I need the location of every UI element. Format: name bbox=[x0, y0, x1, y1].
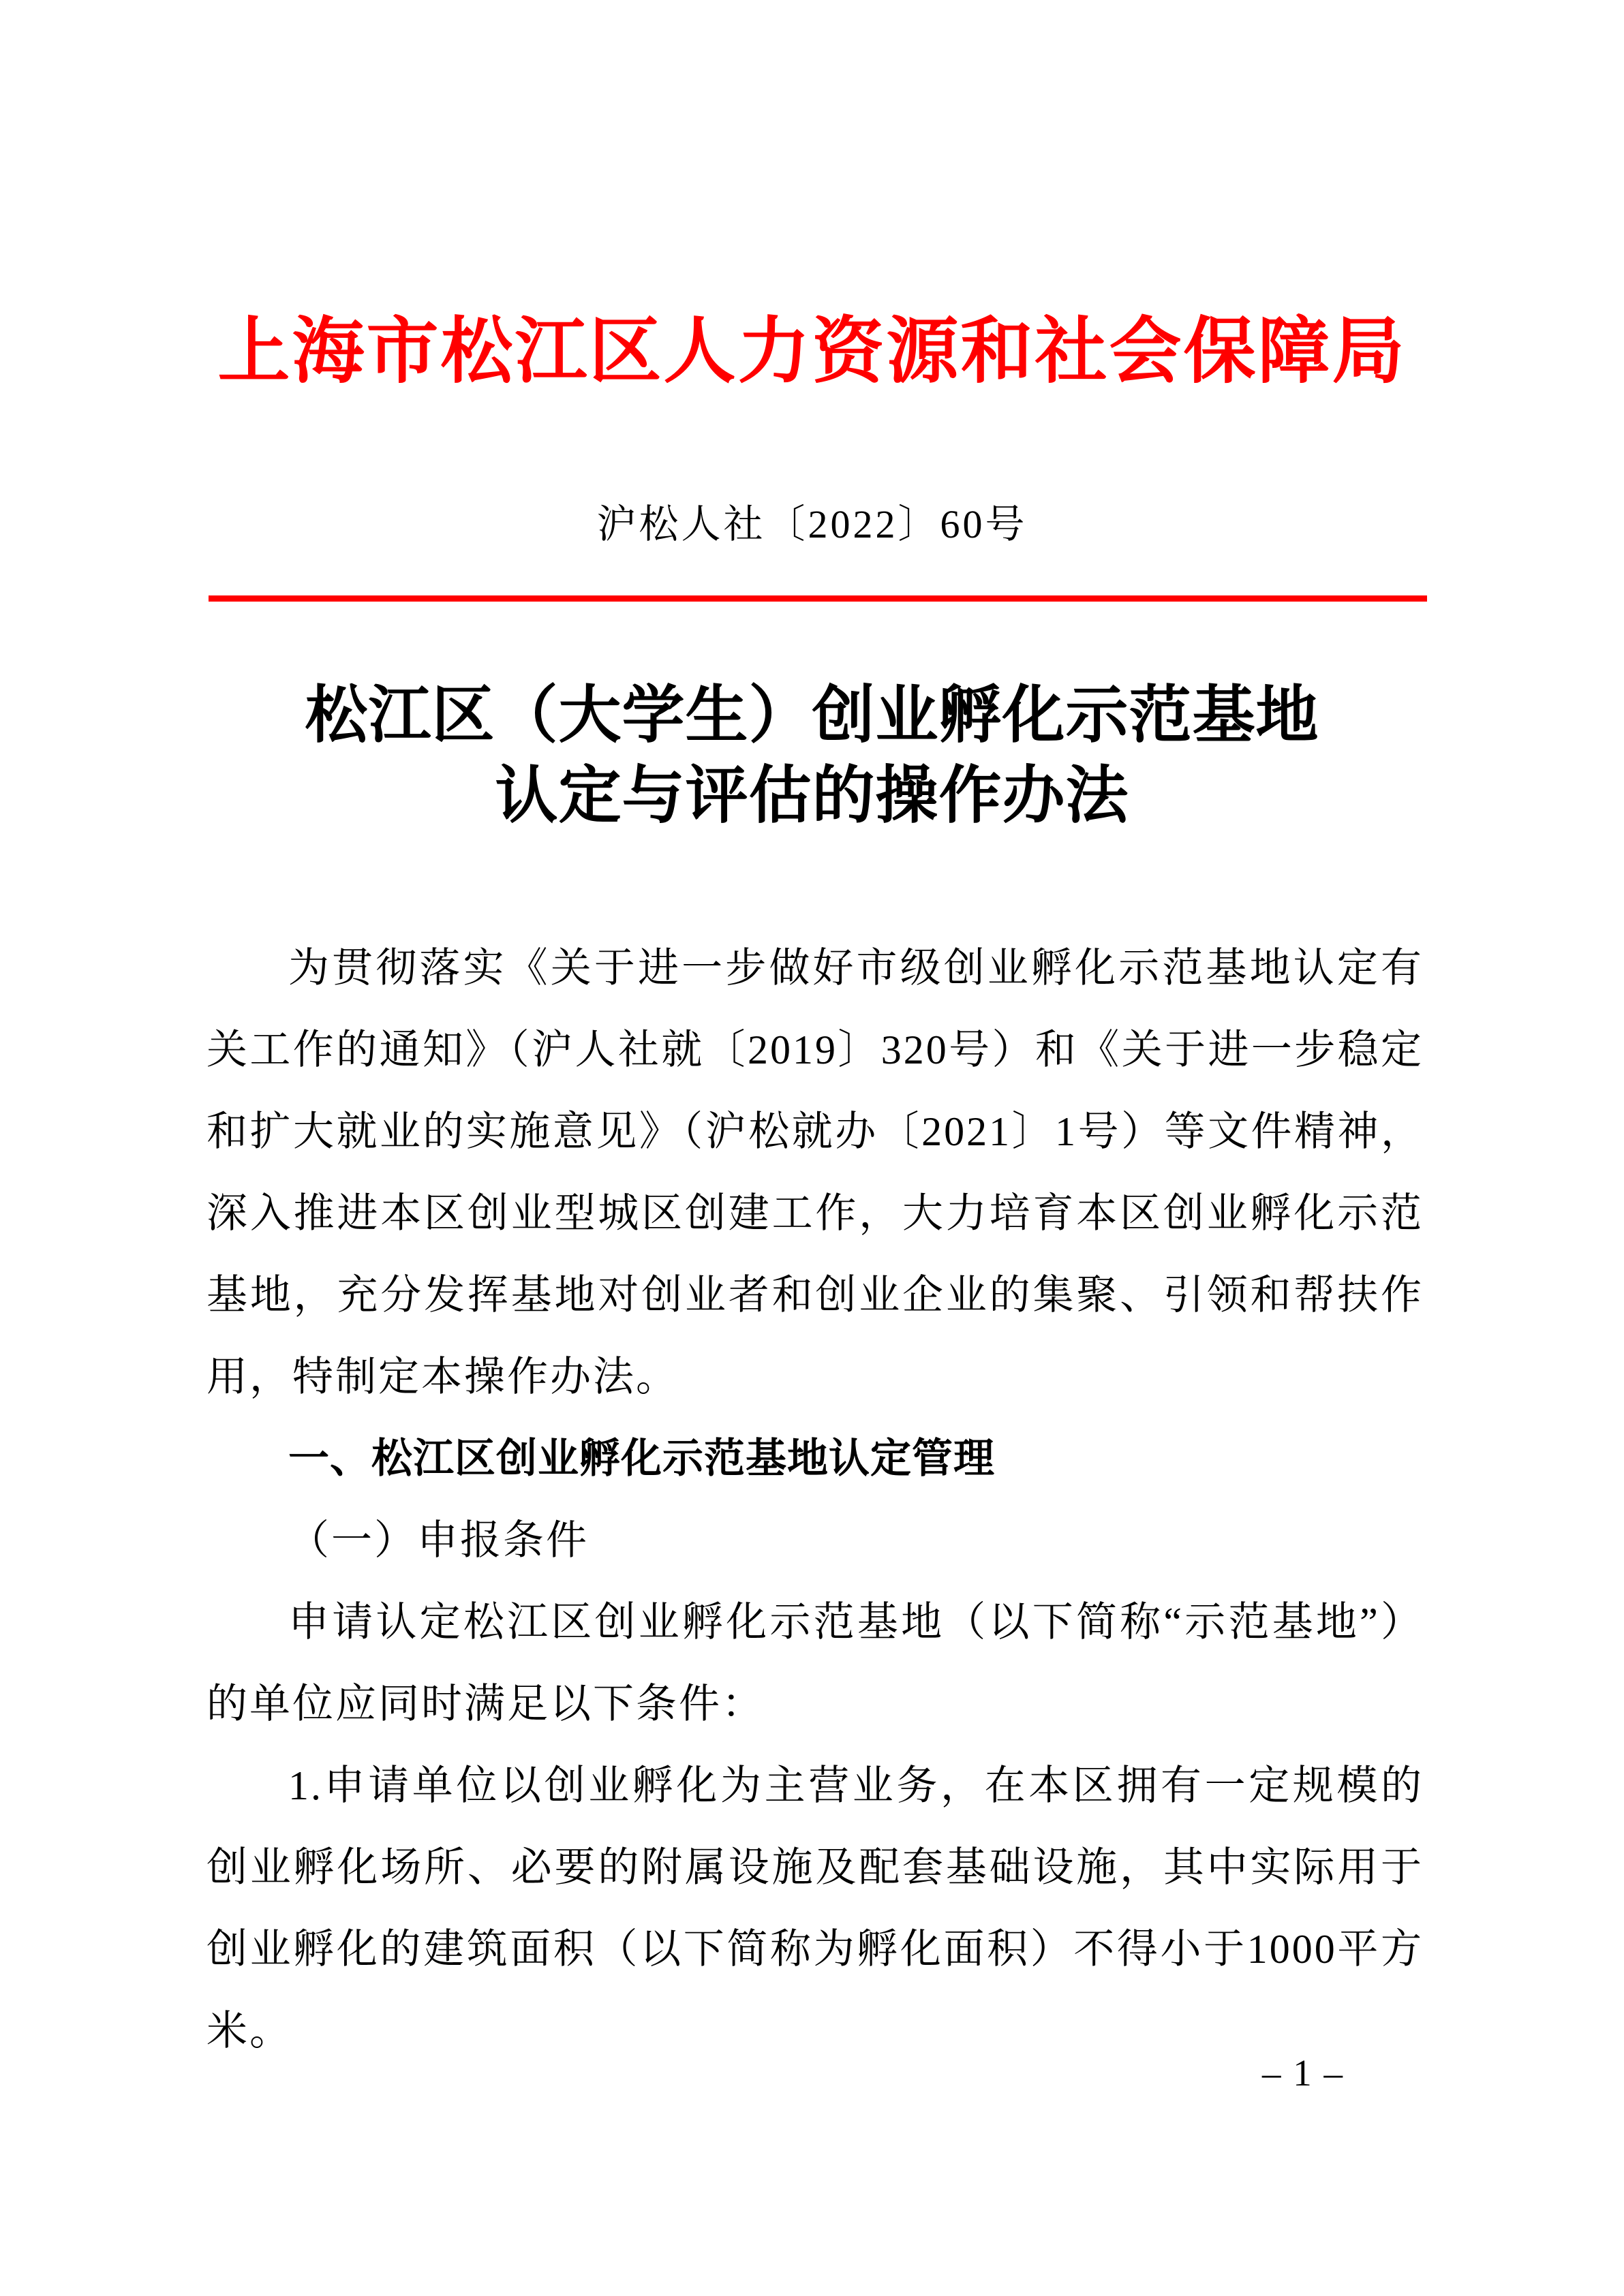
intro-paragraph: 为贯彻落实《关于进一步做好市级创业孵化示范基地认定有关工作的通知》（沪人社就〔2019〕320号）和《关于进一步稳定和扩大就业的实施意见》（沪松就办〔2021〕1号）等文件精神，深入推进本区创业型城区创建工作，大力培育本区创业孵化示范基地，充分发挥基地对创业者和创业企业的集聚、引领和帮扶作用，特制定本操作办法。 bbox=[206, 946, 1424, 1399]
conditions-intro-paragraph: 申请认定松江区创业孵化示范基地（以下简称“示范基地”）的单位应同时满足以下条件： bbox=[206, 1600, 1424, 1726]
document-title-line1: 松江区（大学生）创业孵化示范基地 bbox=[305, 681, 1319, 750]
condition-item-1: 1.申请单位以创业孵化为主营业务，在本区拥有一定规模的创业孵化场所、必要的附属设施及配套基础设施，其中实际用于创业孵化的建筑面积（以下简称为孵化面积）不得小于1000平方米。 bbox=[206, 1763, 1424, 2053]
page-number: – 1 – bbox=[1262, 2052, 1344, 2094]
section-1-heading: 一、松江区创业孵化示范基地认定管理 bbox=[288, 1436, 995, 1481]
document-body bbox=[206, 927, 1424, 2072]
subsection-1-1-heading: （一）申报条件 bbox=[288, 1518, 589, 1563]
document-title-line2: 认定与评估的操作办法 bbox=[495, 761, 1129, 831]
document-title bbox=[0, 675, 1624, 836]
issuer-title: 上海市松江区人力资源和社会保障局 bbox=[217, 312, 1407, 392]
header-divider-line bbox=[209, 595, 1427, 602]
document-number: 沪松人社〔2022〕60号 bbox=[596, 502, 1028, 546]
